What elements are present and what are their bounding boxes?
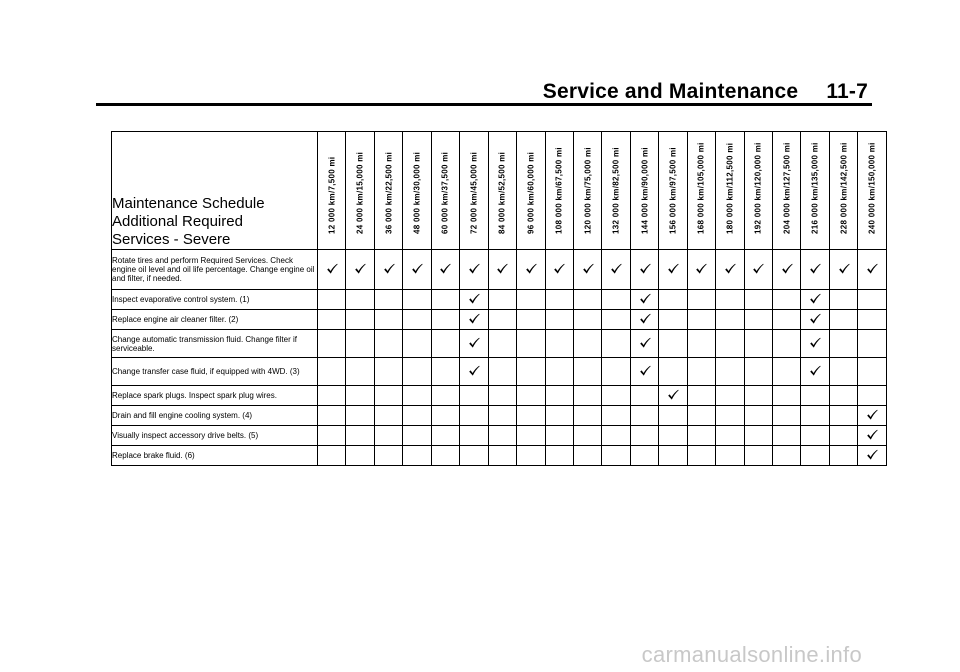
interval-label: 204 000 km/127,500 mi (782, 142, 792, 234)
interval-cell (346, 310, 374, 330)
interval-label: 192 000 km/120,000 mi (753, 142, 763, 234)
interval-cell (403, 406, 431, 426)
interval-cell (573, 330, 601, 358)
interval-cell (687, 426, 715, 446)
interval-cell (801, 358, 829, 386)
check-icon (667, 263, 679, 275)
interval-label: 36 000 km/22,500 mi (384, 151, 394, 234)
interval-cell (630, 290, 658, 310)
interval-cell (829, 446, 857, 466)
interval-cell (346, 330, 374, 358)
check-icon (468, 263, 480, 275)
interval-label: 72 000 km/45,000 mi (469, 151, 479, 234)
interval-cell (744, 250, 772, 290)
interval-cell (545, 310, 573, 330)
check-icon (695, 263, 707, 275)
interval-cell (687, 330, 715, 358)
check-icon (781, 263, 793, 275)
interval-cell (545, 426, 573, 446)
interval-cell (318, 406, 346, 426)
interval-cell (773, 426, 801, 446)
check-icon (866, 263, 878, 275)
interval-cell (602, 386, 630, 406)
interval-cell (744, 330, 772, 358)
interval-cell (517, 330, 545, 358)
interval-cell (630, 446, 658, 466)
interval-column-header (801, 132, 829, 250)
interval-cell (517, 358, 545, 386)
interval-cell (517, 290, 545, 310)
interval-cell (403, 386, 431, 406)
interval-column-header (374, 132, 402, 250)
interval-cell (630, 386, 658, 406)
interval-cell (374, 446, 402, 466)
interval-column-header (659, 132, 687, 250)
interval-column-header (858, 132, 886, 250)
interval-label: 180 000 km/112,500 mi (725, 142, 735, 234)
interval-cell (460, 358, 488, 386)
interval-cell (602, 358, 630, 386)
check-icon (468, 337, 480, 349)
interval-label: 240 000 km/150,000 mi (867, 142, 877, 234)
check-icon (411, 263, 423, 275)
interval-cell (460, 406, 488, 426)
interval-cell (773, 446, 801, 466)
interval-cell (374, 426, 402, 446)
interval-cell (801, 406, 829, 426)
interval-cell (659, 358, 687, 386)
interval-cell (488, 310, 516, 330)
table-title-line: Services - Severe (112, 231, 231, 248)
interval-cell (403, 446, 431, 466)
interval-cell (773, 290, 801, 310)
interval-column-header (403, 132, 431, 250)
interval-cell (659, 250, 687, 290)
interval-column-header (545, 132, 573, 250)
interval-cell (829, 330, 857, 358)
interval-cell (318, 386, 346, 406)
interval-cell (602, 330, 630, 358)
interval-cell (829, 310, 857, 330)
interval-cell (630, 406, 658, 426)
interval-cell (602, 426, 630, 446)
interval-column-header (773, 132, 801, 250)
interval-cell (374, 250, 402, 290)
interval-cell (431, 250, 459, 290)
check-icon (639, 293, 651, 305)
maintenance-schedule-table (111, 131, 887, 466)
check-icon (752, 263, 764, 275)
interval-label: 48 000 km/30,000 mi (412, 151, 422, 234)
table-row (112, 386, 887, 406)
interval-cell (858, 330, 886, 358)
interval-cell (858, 358, 886, 386)
service-description: Drain and fill engine cooling system. (4) (112, 406, 318, 426)
interval-label: 108 000 km/67,500 mi (554, 147, 564, 234)
table-title (112, 132, 318, 250)
table-row (112, 446, 887, 466)
check-icon (639, 263, 651, 275)
interval-cell (403, 330, 431, 358)
table-row (112, 330, 887, 358)
interval-cell (488, 250, 516, 290)
interval-cell (403, 310, 431, 330)
interval-cell (744, 290, 772, 310)
check-icon (468, 365, 480, 377)
check-icon (838, 263, 850, 275)
interval-cell (431, 386, 459, 406)
interval-cell (346, 250, 374, 290)
interval-cell (318, 250, 346, 290)
interval-cell (573, 426, 601, 446)
interval-column-header (744, 132, 772, 250)
check-icon (525, 263, 537, 275)
interval-cell (460, 330, 488, 358)
interval-cell (744, 386, 772, 406)
interval-cell (744, 446, 772, 466)
interval-cell (716, 426, 744, 446)
interval-cell (573, 310, 601, 330)
interval-label: 156 000 km/97,500 mi (668, 147, 678, 234)
table-title-line: Additional Required (112, 213, 243, 230)
section-title: Service and Maintenance (542, 80, 799, 103)
service-description: Change automatic transmission fluid. Change filter if serviceable. (112, 330, 318, 358)
interval-cell (687, 358, 715, 386)
interval-cell (431, 310, 459, 330)
check-icon (724, 263, 736, 275)
interval-cell (716, 330, 744, 358)
interval-cell (716, 446, 744, 466)
interval-cell (517, 446, 545, 466)
interval-cell (374, 386, 402, 406)
interval-cell (801, 426, 829, 446)
interval-cell (659, 446, 687, 466)
interval-cell (716, 406, 744, 426)
table-title-line: Maintenance Schedule (112, 195, 265, 212)
interval-cell (744, 426, 772, 446)
interval-cell (801, 250, 829, 290)
interval-cell (602, 446, 630, 466)
check-icon (326, 263, 338, 275)
interval-cell (318, 358, 346, 386)
interval-label: 132 000 km/82,500 mi (611, 147, 621, 234)
interval-cell (773, 330, 801, 358)
interval-cell (630, 310, 658, 330)
interval-cell (773, 250, 801, 290)
table-body (112, 250, 887, 466)
service-description: Replace engine air cleaner filter. (2) (112, 310, 318, 330)
interval-cell (318, 330, 346, 358)
interval-column-header (687, 132, 715, 250)
check-icon (383, 263, 395, 275)
interval-cell (829, 250, 857, 290)
check-icon (866, 429, 878, 441)
interval-cell (744, 310, 772, 330)
interval-cell (687, 290, 715, 310)
interval-cell (687, 446, 715, 466)
interval-cell (630, 330, 658, 358)
check-icon (866, 409, 878, 421)
interval-cell (488, 426, 516, 446)
interval-cell (829, 426, 857, 446)
interval-cell (630, 358, 658, 386)
interval-cell (602, 290, 630, 310)
interval-cell (659, 386, 687, 406)
interval-cell (488, 330, 516, 358)
interval-label: 144 000 km/90,000 mi (640, 147, 650, 234)
service-description: Replace spark plugs. Inspect spark plug wires. (112, 386, 318, 406)
interval-label: 84 000 km/52,500 mi (497, 151, 507, 234)
watermark: carmanualsonline.info (641, 642, 862, 667)
interval-cell (829, 290, 857, 310)
interval-cell (659, 310, 687, 330)
interval-cell (858, 290, 886, 310)
interval-label: 12 000 km/7,500 mi (327, 156, 337, 234)
service-description: Inspect evaporative control system. (1) (112, 290, 318, 310)
interval-cell (431, 290, 459, 310)
interval-cell (318, 310, 346, 330)
interval-cell (374, 406, 402, 426)
interval-cell (858, 406, 886, 426)
interval-cell (801, 386, 829, 406)
interval-cell (716, 250, 744, 290)
interval-cell (687, 250, 715, 290)
interval-cell (773, 386, 801, 406)
interval-cell (460, 426, 488, 446)
interval-column-header (460, 132, 488, 250)
interval-label: 120 000 km/75,000 mi (583, 147, 593, 234)
interval-label: 24 000 km/15,000 mi (355, 151, 365, 234)
check-icon (809, 313, 821, 325)
interval-label: 228 000 km/142,500 mi (839, 142, 849, 234)
interval-cell (716, 386, 744, 406)
interval-cell (602, 250, 630, 290)
interval-cell (460, 446, 488, 466)
interval-cell (346, 406, 374, 426)
interval-cell (716, 358, 744, 386)
interval-cell (602, 406, 630, 426)
check-icon (809, 263, 821, 275)
check-icon (866, 449, 878, 461)
interval-cell (858, 386, 886, 406)
interval-cell (773, 310, 801, 330)
interval-cell (431, 330, 459, 358)
check-icon (639, 337, 651, 349)
interval-cell (488, 358, 516, 386)
interval-cell (659, 426, 687, 446)
interval-cell (573, 358, 601, 386)
interval-cell (573, 386, 601, 406)
interval-label: 168 000 km/105,000 mi (696, 142, 706, 234)
interval-column-header (517, 132, 545, 250)
table-row (112, 358, 887, 386)
interval-cell (801, 446, 829, 466)
check-icon (468, 293, 480, 305)
check-icon (439, 263, 451, 275)
interval-cell (374, 290, 402, 310)
interval-cell (403, 250, 431, 290)
interval-cell (403, 358, 431, 386)
interval-cell (858, 310, 886, 330)
check-icon (354, 263, 366, 275)
interval-cell (573, 406, 601, 426)
interval-label: 60 000 km/37,500 mi (440, 151, 450, 234)
interval-cell (687, 406, 715, 426)
interval-cell (545, 250, 573, 290)
interval-cell (460, 310, 488, 330)
interval-cell (573, 290, 601, 310)
check-icon (667, 389, 679, 401)
interval-cell (773, 406, 801, 426)
interval-cell (744, 358, 772, 386)
interval-cell (488, 446, 516, 466)
interval-cell (829, 386, 857, 406)
service-description: Change transfer case fluid, if equipped with 4WD. (3) (112, 358, 318, 386)
interval-cell (545, 290, 573, 310)
interval-cell (431, 358, 459, 386)
check-icon (468, 313, 480, 325)
page-header (543, 80, 868, 104)
interval-cell (460, 290, 488, 310)
interval-cell (403, 290, 431, 310)
interval-cell (687, 386, 715, 406)
interval-cell (573, 446, 601, 466)
interval-column-header (573, 132, 601, 250)
interval-column-header (630, 132, 658, 250)
interval-cell (460, 250, 488, 290)
interval-cell (801, 290, 829, 310)
interval-cell (773, 358, 801, 386)
interval-cell (374, 330, 402, 358)
interval-cell (403, 426, 431, 446)
interval-cell (346, 446, 374, 466)
service-description: Replace brake fluid. (6) (112, 446, 318, 466)
interval-cell (517, 250, 545, 290)
interval-cell (346, 426, 374, 446)
table-row (112, 250, 887, 290)
interval-cell (858, 250, 886, 290)
interval-cell (858, 426, 886, 446)
interval-column-header (716, 132, 744, 250)
check-icon (553, 263, 565, 275)
interval-cell (659, 330, 687, 358)
interval-cell (630, 250, 658, 290)
interval-cell (687, 310, 715, 330)
check-icon (496, 263, 508, 275)
interval-label: 216 000 km/135,000 mi (810, 142, 820, 234)
table-row (112, 310, 887, 330)
interval-cell (460, 386, 488, 406)
check-icon (582, 263, 594, 275)
service-description: Visually inspect accessory drive belts. (5) (112, 426, 318, 446)
check-icon (809, 293, 821, 305)
interval-cell (716, 310, 744, 330)
interval-cell (374, 358, 402, 386)
interval-cell (318, 426, 346, 446)
interval-cell (517, 406, 545, 426)
interval-label: 96 000 km/60,000 mi (526, 151, 536, 234)
interval-column-header (431, 132, 459, 250)
check-icon (639, 365, 651, 377)
check-icon (610, 263, 622, 275)
interval-cell (545, 330, 573, 358)
table-row (112, 426, 887, 446)
interval-cell (545, 358, 573, 386)
interval-cell (744, 406, 772, 426)
interval-cell (517, 310, 545, 330)
interval-cell (318, 446, 346, 466)
interval-cell (346, 290, 374, 310)
interval-cell (431, 426, 459, 446)
table-row (112, 406, 887, 426)
interval-cell (829, 406, 857, 426)
interval-cell (829, 358, 857, 386)
interval-cell (659, 290, 687, 310)
interval-cell (488, 406, 516, 426)
table-row (112, 290, 887, 310)
check-icon (809, 365, 821, 377)
interval-cell (716, 290, 744, 310)
interval-cell (488, 290, 516, 310)
interval-cell (858, 446, 886, 466)
interval-cell (545, 446, 573, 466)
interval-cell (488, 386, 516, 406)
check-icon (639, 313, 651, 325)
interval-column-header (346, 132, 374, 250)
interval-cell (517, 386, 545, 406)
interval-column-header (829, 132, 857, 250)
interval-cell (374, 310, 402, 330)
interval-column-header (488, 132, 516, 250)
interval-cell (545, 406, 573, 426)
service-description: Rotate tires and perform Required Services. Check engine oil level and oil life percentage. Change engine oil and filter, if needed. (112, 250, 318, 290)
interval-cell (545, 386, 573, 406)
interval-cell (517, 426, 545, 446)
page-number: 11-7 (826, 80, 868, 103)
interval-cell (431, 446, 459, 466)
table-header-row (112, 132, 887, 250)
interval-cell (346, 358, 374, 386)
check-icon (809, 337, 821, 349)
interval-cell (801, 310, 829, 330)
interval-column-header (602, 132, 630, 250)
interval-cell (346, 386, 374, 406)
interval-cell (630, 426, 658, 446)
interval-cell (602, 310, 630, 330)
interval-column-header (318, 132, 346, 250)
interval-cell (573, 250, 601, 290)
header-rule (96, 103, 872, 106)
interval-cell (659, 406, 687, 426)
interval-cell (318, 290, 346, 310)
interval-cell (801, 330, 829, 358)
interval-cell (431, 406, 459, 426)
